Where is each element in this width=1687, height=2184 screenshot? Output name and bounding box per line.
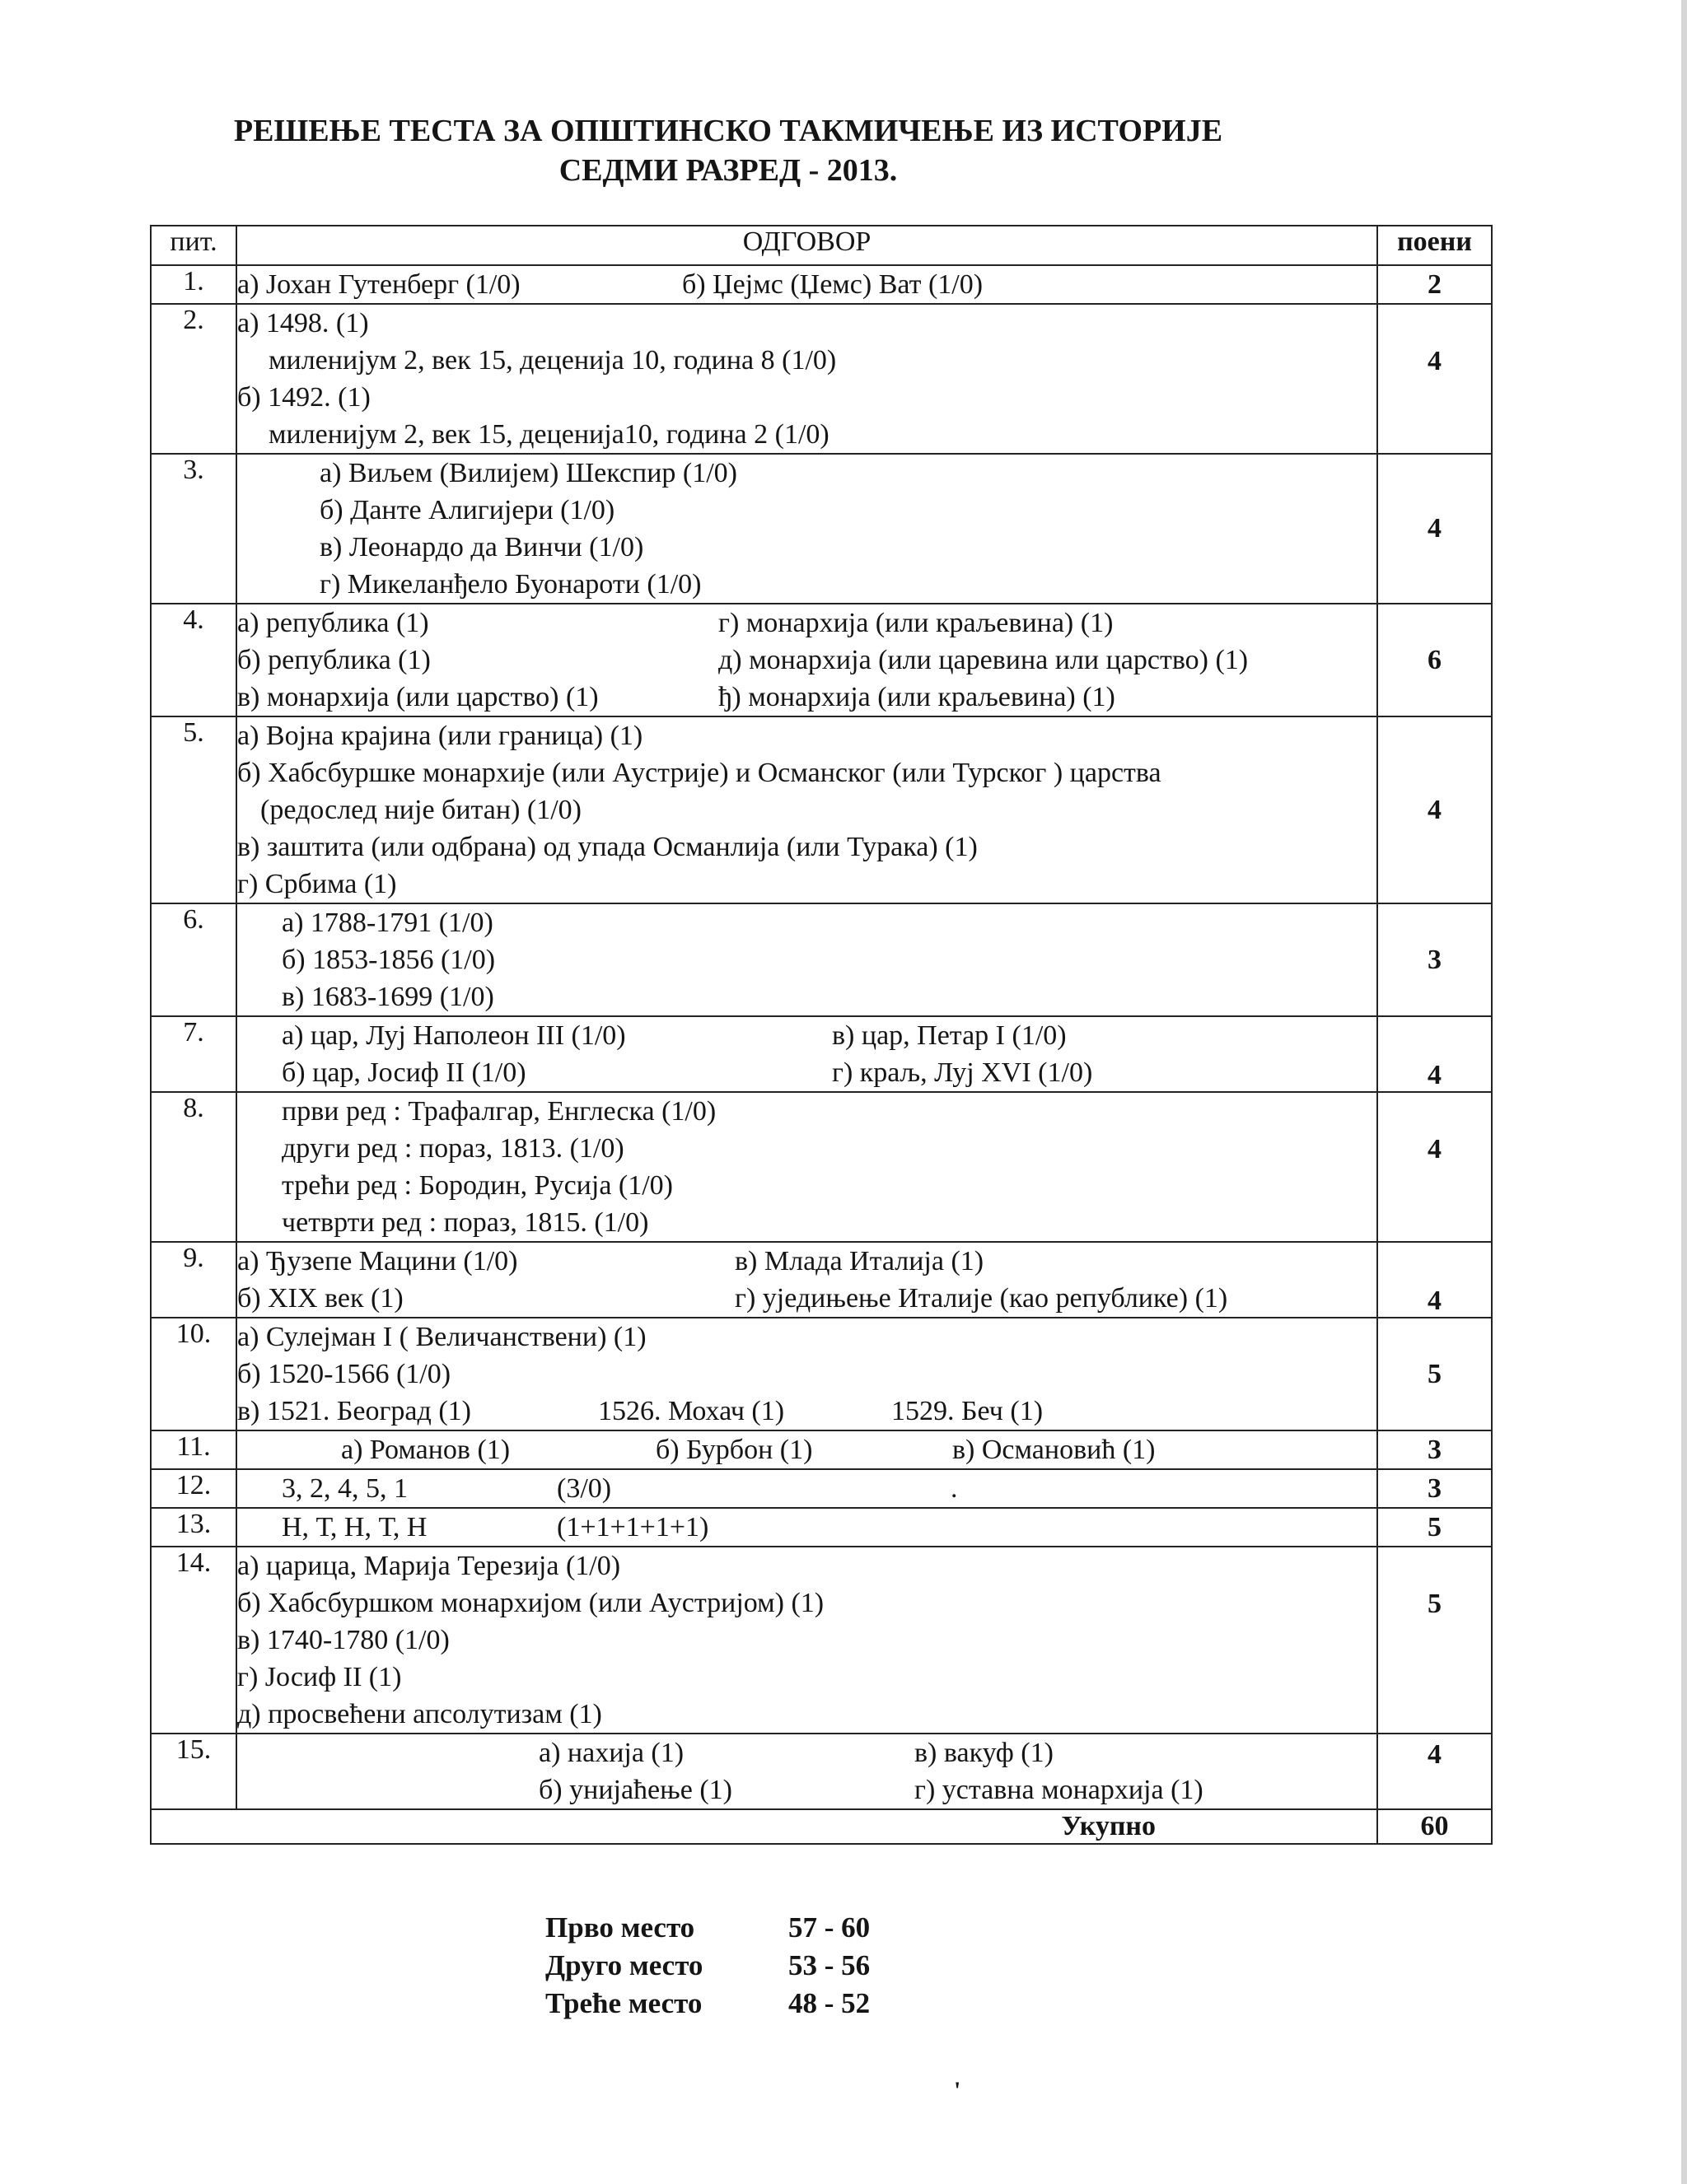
table-row (151, 265, 1492, 304)
place-row (545, 1909, 870, 1947)
points-cell: 5 (1377, 1508, 1492, 1547)
header-points: поени (1377, 226, 1492, 265)
answer-line: миленијум 2, век 15, деценија 10, година 8 (1/0) (269, 344, 837, 376)
table-row (151, 604, 1492, 716)
page-edge (1681, 0, 1687, 2184)
answer-line: б) 1520-1566 (1/0) (237, 1358, 451, 1389)
points-cell: 3 (1377, 903, 1492, 1016)
answer-line: Н, Т, Н, Т, Н (282, 1511, 428, 1542)
answer-line: г) Јосиф II (1) (237, 1661, 402, 1692)
points-cell: 4 (1377, 304, 1492, 454)
question-number: 8. (151, 1092, 236, 1242)
points-cell: 3 (1377, 1469, 1492, 1508)
page-subtitle: СЕДМИ РАЗРЕД - 2013. (558, 153, 898, 188)
answer-line: (редослед није битан) (1/0) (260, 794, 582, 825)
question-number: 14. (151, 1547, 236, 1734)
total-row (151, 1809, 1492, 1844)
question-number: 9. (151, 1242, 236, 1318)
answer-cell (236, 1734, 1377, 1809)
answer-cell (236, 1547, 1377, 1734)
answer-line: миленијум 2, век 15, деценија10, година 2 (1/0) (269, 418, 829, 450)
answer-line: 3, 2, 4, 5, 1 (282, 1472, 408, 1504)
table-row (151, 1547, 1492, 1734)
table-row (151, 1430, 1492, 1469)
answer-line: 1526. Мохач (1) (598, 1395, 785, 1426)
answer-cell (236, 1430, 1377, 1469)
answer-line: д) монархија (или царевина или царство) (1) (718, 644, 1249, 675)
answer-line: в) Леонардо да Винчи (1/0) (320, 531, 644, 562)
points-cell: 6 (1377, 604, 1492, 716)
answer-line: а) 1498. (1) (237, 307, 369, 338)
answer-line: а) царица, Марија Терезија (1/0) (237, 1550, 621, 1581)
points-cell: 3 (1377, 1430, 1492, 1469)
question-number: 7. (151, 1016, 236, 1092)
header-question-number: пит. (151, 226, 236, 265)
place-name: Друго место (545, 1949, 703, 1981)
answer-cell (236, 265, 1377, 304)
points-cell: 4 (1377, 716, 1492, 903)
answer-line: б) Хабсбуршке монархије (или Аустрије) и Османског (или Турског ) царства (237, 757, 1161, 788)
answer-line: а) 1788-1791 (1/0) (282, 907, 493, 938)
answer-table (150, 225, 1493, 1845)
points-cell: 2 (1377, 265, 1492, 304)
answer-line: први ред : Трафалгар, Енглеска (1/0) (282, 1095, 717, 1127)
answer-line: а) цар, Луј Наполеон III (1/0) (282, 1020, 626, 1051)
answer-line: г) краљ, Луј XVI (1/0) (832, 1057, 1093, 1088)
question-number: 1. (151, 265, 236, 304)
points-cell: 4 (1377, 1092, 1492, 1242)
page-title: РЕШЕЊЕ ТЕСТА ЗА ОПШТИНСКО ТАКМИЧЕЊЕ ИЗ ИСТОРИЈЕ (233, 114, 1223, 148)
answer-line: б) Бурбон (1) (656, 1434, 813, 1465)
answer-line: . (951, 1472, 958, 1504)
table-row (151, 716, 1492, 903)
answer-cell (236, 716, 1377, 903)
answer-line: а) република (1) (237, 607, 429, 638)
answer-line: ђ) монархија (или краљевина) (1) (718, 681, 1115, 712)
answer-line: г) уставна монархија (1) (914, 1774, 1203, 1805)
answer-cell (236, 1092, 1377, 1242)
answer-line: (3/0) (557, 1472, 612, 1504)
header-answer: ОДГОВОР (236, 226, 1377, 265)
answer-line: в) 1521. Београд (1) (237, 1395, 471, 1426)
answer-line: а) Војна крајина (или граница) (1) (237, 720, 643, 751)
answer-line: б) цар, Јосиф II (1/0) (282, 1057, 526, 1088)
answer-cell (236, 1242, 1377, 1318)
placement-ranges (545, 1909, 870, 2023)
place-range: 48 - 52 (788, 1987, 871, 2019)
table-row (151, 1092, 1492, 1242)
answer-line: а) Ђузепе Мацини (1/0) (237, 1245, 518, 1276)
table-header-row (151, 226, 1492, 265)
place-row (545, 1985, 870, 2023)
question-number: 6. (151, 903, 236, 1016)
total-points: 60 (1377, 1809, 1492, 1844)
answer-line: четврти ред : пораз, 1815. (1/0) (282, 1206, 649, 1238)
question-number: 3. (151, 454, 236, 604)
points-cell: 4 (1377, 454, 1492, 604)
answer-cell (236, 1318, 1377, 1430)
answer-line: в) 1740-1780 (1/0) (237, 1624, 450, 1655)
answer-cell (236, 454, 1377, 604)
stray-mark: ' (954, 2077, 961, 2104)
answer-line: други ред : пораз, 1813. (1/0) (282, 1132, 624, 1164)
place-range: 57 - 60 (788, 1911, 871, 1944)
question-number: 5. (151, 716, 236, 903)
answer-line: а) Сулејман I ( Величанствени) (1) (237, 1321, 647, 1352)
place-row (545, 1947, 870, 1985)
question-number: 15. (151, 1734, 236, 1809)
answer-line: б) 1853-1856 (1/0) (282, 944, 496, 975)
answer-line: в) цар, Петар I (1/0) (832, 1020, 1067, 1051)
answer-line: а) Романов (1) (341, 1434, 511, 1465)
answer-line: в) заштита (или одбрана) од упада Османлија (или Турака) (1) (237, 831, 978, 862)
table-row (151, 1242, 1492, 1318)
answer-cell (236, 1469, 1377, 1508)
answer-line: в) 1683-1699 (1/0) (282, 981, 494, 1012)
answer-line: г) Србима (1) (237, 868, 397, 899)
answer-line: б) Данте Алигијери (1/0) (320, 494, 615, 525)
answer-line: г) монархија (или краљевина) (1) (718, 607, 1114, 638)
table-row (151, 454, 1492, 604)
answer-cell (236, 1508, 1377, 1547)
table-row (151, 1469, 1492, 1508)
points-cell: 4 (1377, 1734, 1492, 1809)
answer-line: в) Османовић (1) (952, 1434, 1156, 1465)
table-row (151, 1318, 1492, 1430)
question-number: 10. (151, 1318, 236, 1430)
table-row (151, 1016, 1492, 1092)
answer-line: б) XIX век (1) (237, 1282, 404, 1314)
place-name: Треће место (545, 1987, 703, 2019)
answer-cell (236, 1016, 1377, 1092)
table-row (151, 903, 1492, 1016)
answer-cell (236, 604, 1377, 716)
answer-line: а) нахија (1) (539, 1737, 685, 1768)
question-number: 11. (151, 1430, 236, 1469)
answer-line: а) Јохан Гутенберг (1/0) (237, 268, 521, 300)
question-number: 12. (151, 1469, 236, 1508)
answer-line: трећи ред : Бородин, Русија (1/0) (282, 1169, 674, 1201)
answer-cell (236, 304, 1377, 454)
table-row (151, 1508, 1492, 1547)
answer-line: а) Виљем (Вилијем) Шекспир (1/0) (320, 457, 737, 488)
answer-line: б) унијаћење (1) (539, 1774, 732, 1805)
points-cell: 4 (1377, 1016, 1492, 1092)
answer-line: в) Млада Италија (1) (735, 1245, 984, 1276)
answer-line: б) република (1) (237, 644, 431, 675)
total-label: Укупно (151, 1809, 1377, 1844)
answer-line: б) 1492. (1) (237, 381, 371, 413)
question-number: 2. (151, 304, 236, 454)
answer-line: б) Џејмс (Џемс) Ват (1/0) (682, 268, 984, 300)
answer-line: г) уједињење Италије (као републике) (1) (735, 1282, 1228, 1314)
answer-line: в) вакуф (1) (914, 1737, 1054, 1768)
question-number: 13. (151, 1508, 236, 1547)
answer-line: в) монархија (или царство) (1) (237, 681, 599, 712)
place-name: Прво место (545, 1911, 695, 1944)
answer-line: г) Микеланђело Буонароти (1/0) (320, 568, 702, 600)
answer-line: 1529. Беч (1) (891, 1395, 1044, 1426)
table-row (151, 1734, 1492, 1809)
place-range: 53 - 56 (788, 1949, 871, 1981)
points-cell: 5 (1377, 1547, 1492, 1734)
points-cell: 4 (1377, 1242, 1492, 1318)
answer-line: д) просвећени апсолутизам (1) (237, 1698, 602, 1729)
answer-line: (1+1+1+1+1) (557, 1511, 709, 1542)
table-row (151, 304, 1492, 454)
question-number: 4. (151, 604, 236, 716)
answer-line: б) Хабсбуршком монархијом (или Аустријом) (1) (237, 1587, 825, 1618)
answer-cell (236, 903, 1377, 1016)
points-cell: 5 (1377, 1318, 1492, 1430)
